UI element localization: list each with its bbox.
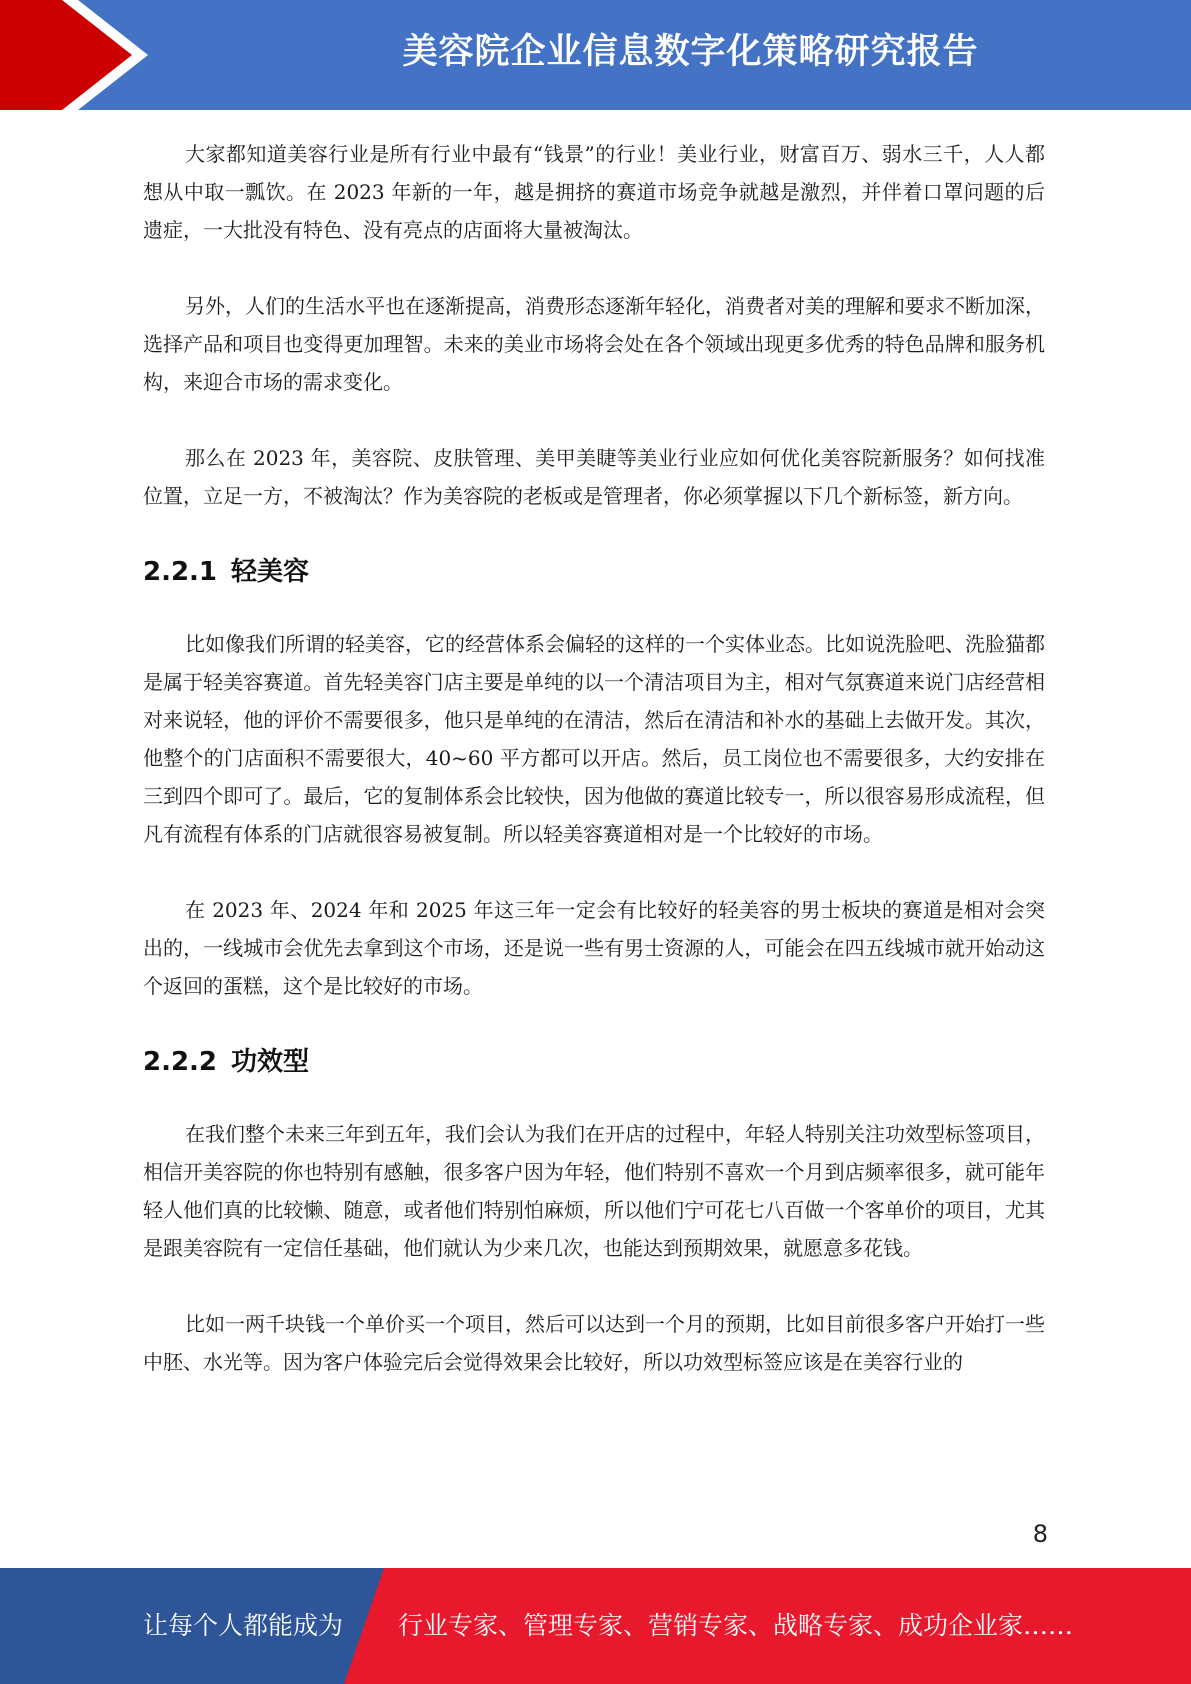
header-arrow-decoration [0, 0, 160, 110]
section-number: 2.2.1 [143, 557, 218, 587]
footer-slogan-right: 行业专家、管理专家、营销专家、战略专家、成功企业家…… [398, 1611, 1074, 1640]
intro-paragraph: 那么在 2023 年，美容院、皮肤管理、美甲美睫等美业行业应如何优化美容院新服务？如何找准位置，立足一方，不被淘汰？作为美容院的老板或是管理者，你必须掌握以下几个新标签，新方向。 [143, 446, 1045, 508]
footer-slogan-left: 让每个人都能成为 [143, 1611, 344, 1640]
intro-paragraph: 大家都知道美容行业是所有行业中最有“钱景”的行业！美业行业，财富百万、弱水三千，人人都想从中取一瓢饮。在 2023 年新的一年，越是拥挤的赛道市场竞争就越是激烈，并伴着口罩问题的后遗症，一大批没有特色、没有亮点的店面将大量被淘汰。 [143, 142, 1045, 242]
intro-paragraph: 另外，人们的生活水平也在逐渐提高，消费形态逐渐年轻化，消费者对美的理解和要求不断加深，选择产品和项目也变得更加理智。未来的美业市场将会处在各个领域出现更多优秀的特色品牌和服务机构，来迎合市场的需求变化。 [143, 294, 1045, 394]
main-content [143, 135, 1045, 1419]
section-title: 功效型 [231, 1047, 310, 1077]
section-number: 2.2.2 [143, 1047, 218, 1077]
section-paragraph: 比如一两千块钱一个单价买一个项目，然后可以达到一个月的预期，比如目前很多客户开始打一些中胚、水光等。因为客户体验完后会觉得效果会比较好，所以功效型标签应该是在美容行业的 [143, 1312, 1045, 1374]
section-heading-2-2-2 [143, 1045, 1045, 1079]
document-title: 美容院企业信息数字化策略研究报告 [402, 32, 979, 72]
section-heading-2-2-1 [143, 555, 1045, 589]
section-title: 轻美容 [231, 557, 310, 587]
footer-banner [0, 1568, 1191, 1684]
page-number: 8 [1032, 1520, 1048, 1548]
header-bar [0, 0, 1191, 110]
section-paragraph: 在我们整个未来三年到五年，我们会认为我们在开店的过程中，年轻人特别关注功效型标签项目，相信开美容院的你也特别有感触，很多客户因为年轻，他们特别不喜欢一个月到店频率很多，就可能年轻人他们真的比较懒、随意，或者他们特别怕麻烦，所以他们宁可花七八百做一个客单价的项目，尤其是跟美容院有一定信任基础，他们就认为少来几次，也能达到预期效果，就愿意多花钱。 [143, 1122, 1045, 1260]
section-paragraph: 在 2023 年、2024 年和 2025 年这三年一定会有比较好的轻美容的男士板块的赛道是相对会突出的，一线城市会优先去拿到这个市场，还是说一些有男士资源的人，可能会在四五线城市就开始动这个返回的蛋糕，这个是比较好的市场。 [143, 898, 1045, 998]
section-paragraph: 比如像我们所谓的轻美容，它的经营体系会偏轻的这样的一个实体业态。比如说洗脸吧、洗脸猫都是属于轻美容赛道。首先轻美容门店主要是单纯的以一个清洁项目为主，相对气氛赛道来说门店经营相对来说轻，他的评价不需要很多，他只是单纯的在清洁，然后在清洁和补水的基础上去做开发。其次，他整个的门店面积不需要很大，40~60 平方都可以开店。然后，员工岗位也不需要很多，大约安排在三到四个即可了。最后，它的复制体系会比较快，因为他做的赛道比较专一，所以很容易形成流程，但凡有流程有体系的门店就很容易被复制。所以轻美容赛道相对是一个比较好的市场。 [143, 632, 1045, 846]
